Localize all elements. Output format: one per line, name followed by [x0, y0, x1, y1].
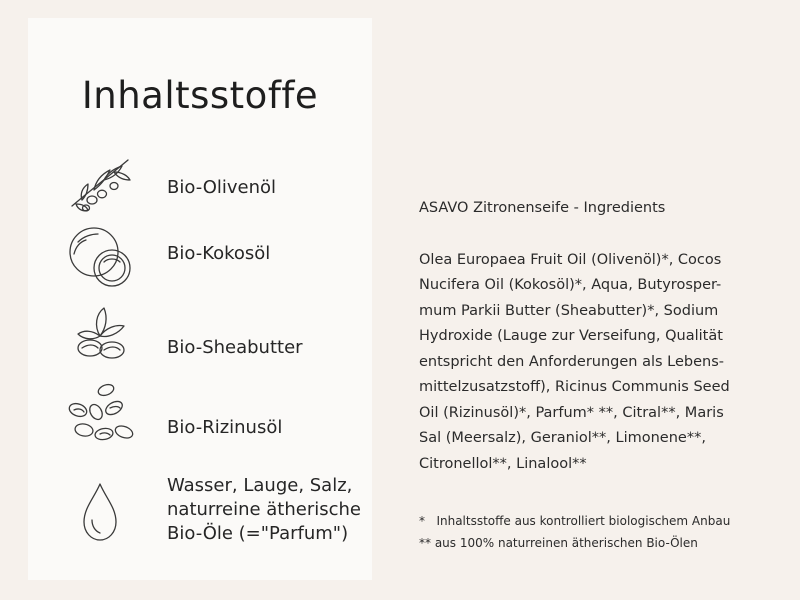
- ingredient-label: Bio-Sheabutter: [167, 337, 303, 358]
- castor-seeds-icon: [64, 382, 136, 452]
- footnotes: [419, 510, 789, 554]
- shea-nut-icon: [64, 300, 136, 370]
- coconut-icon: [64, 222, 136, 292]
- ingredient-label: Bio-Rizinusöl: [167, 417, 283, 438]
- ingredient-label: Wasser, Lauge, Salz, naturreine ätherische Bio-Öle (="Parfum"): [167, 475, 362, 544]
- ingredients-text-panel: [419, 196, 779, 477]
- card-title: Inhaltsstoffe: [81, 74, 319, 117]
- ingredients-heading: ASAVO Zitronenseife - Ingredients: [419, 200, 666, 216]
- ingredient-item-water: [28, 475, 372, 550]
- ingredient-label: Bio-Olivenöl: [167, 177, 277, 198]
- ingredient-item-castor-oil: [28, 382, 372, 452]
- ingredient-label: Bio-Kokosöl: [167, 243, 271, 264]
- ingredients-card: [28, 18, 372, 580]
- footnote-organic: * Inhaltsstoffe aus kontrolliert biologischem Anbau: [419, 514, 731, 528]
- ingredient-item-coconut-oil: [28, 222, 372, 292]
- footnote-essential-oils: ** aus 100% naturreinen ätherischen Bio-Ölen: [419, 536, 698, 550]
- ingredients-list: Olea Europaea Fruit Oil (Olivenöl)*, Cocos Nucifera Oil (Kokosöl)*, Aqua, Butyrosper- mum Parkii Butter (Sheabutter)*, Sodium Hydroxide (Lauge zur Verseifung, Qualität entspricht den Anforderungen als Lebens- mittelzusatzstoff), Ricinus Communis Seed Oil (Rizinusöl)*, Parfum* **, Citral**, Maris Sal (Meersalz), Geraniol**, Limonene**, Citronellol**, Linalool**: [419, 251, 730, 472]
- ingredient-item-olive-oil: [28, 150, 372, 220]
- ingredient-item-shea-butter: [28, 300, 372, 370]
- olive-branch-icon: [64, 150, 136, 220]
- water-drop-icon: [64, 480, 136, 550]
